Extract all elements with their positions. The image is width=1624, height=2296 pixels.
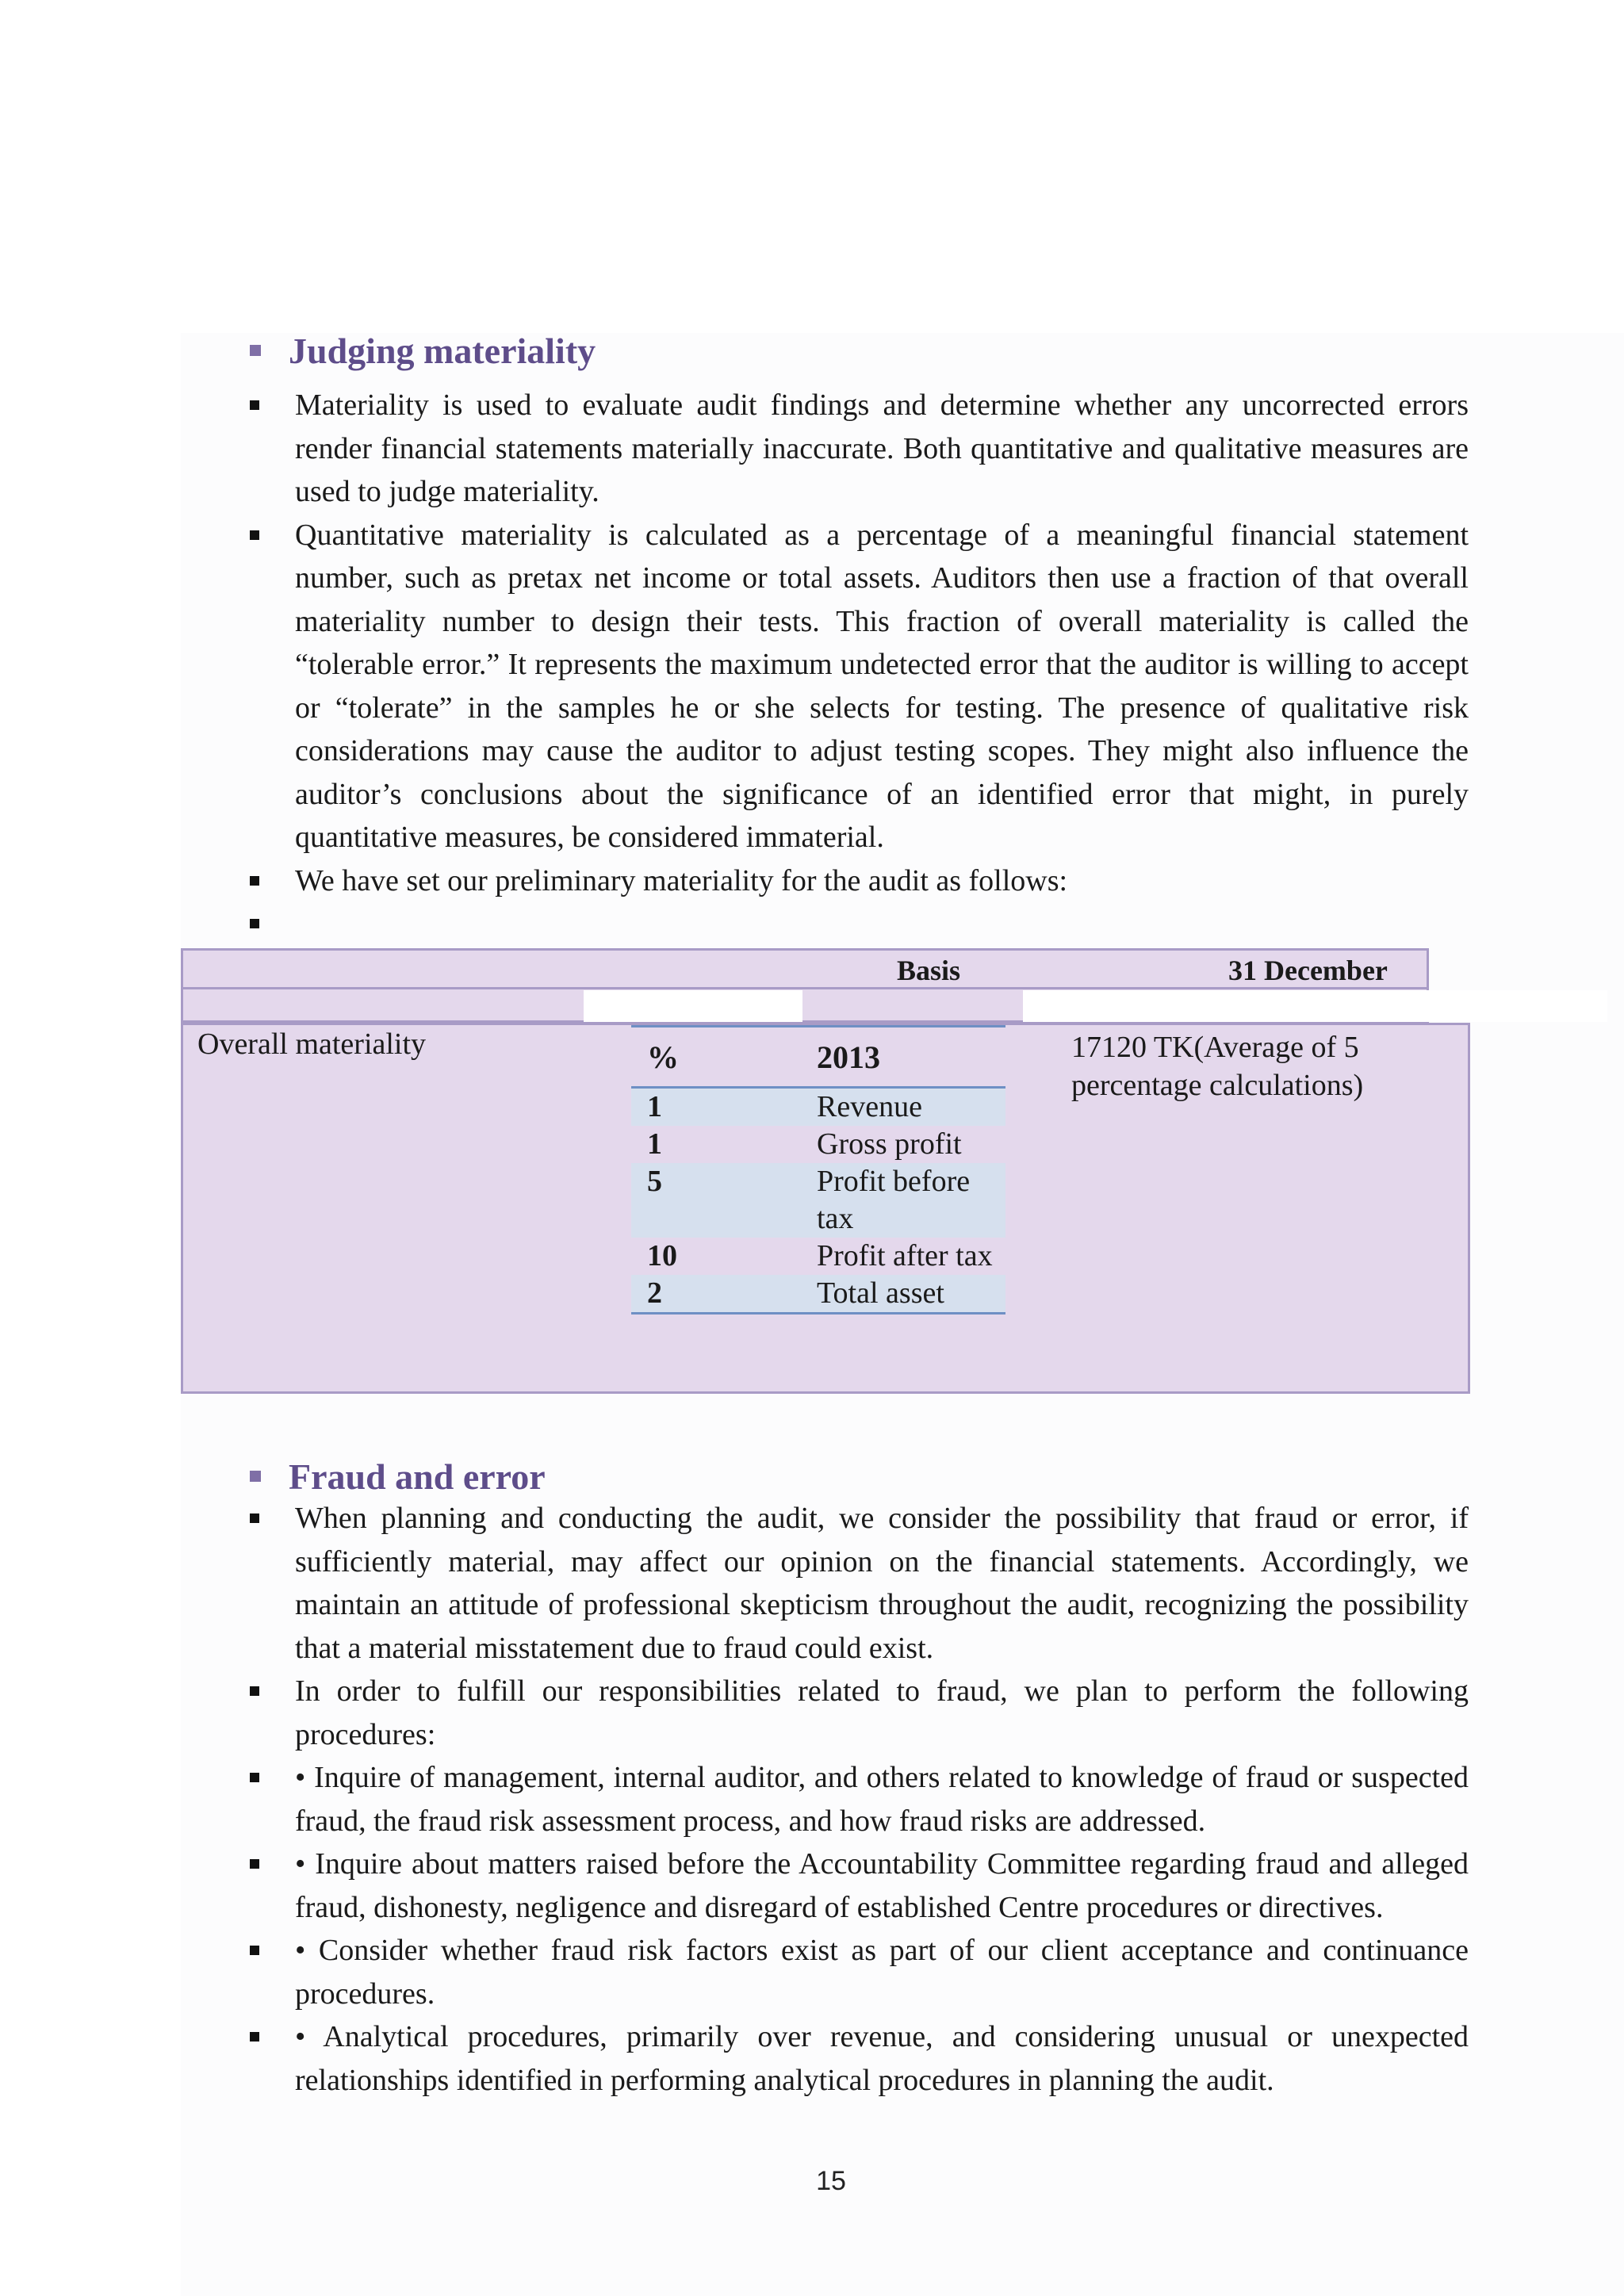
subtable-header — [631, 1025, 1005, 1089]
heading-text: Fraud and error — [289, 1456, 546, 1497]
page-number: 15 — [816, 2166, 846, 2196]
table-row: 5 Profit before tax — [631, 1163, 1005, 1238]
square-bullet-icon — [250, 1513, 259, 1523]
percentage-subtable — [631, 1025, 1005, 1314]
square-bullet-icon — [250, 1773, 259, 1782]
pct-header: % — [647, 1039, 679, 1075]
square-bullet-icon — [250, 345, 261, 356]
square-bullet-icon — [250, 2032, 259, 2042]
square-bullet-icon — [250, 1859, 259, 1869]
list-item: • Inquire of management, internal auditor, and others related to knowledge of fraud or suspected fraud, the fraud risk assessment process, and how fraud risks are addressed. — [238, 1756, 1469, 1843]
square-bullet-icon — [250, 1471, 261, 1482]
blank-cell — [1023, 990, 1607, 1022]
square-bullet-icon — [250, 400, 259, 410]
list-item: • Consider whether fraud risk factors exist as part of our client acceptance and continuance procedures. — [238, 1929, 1469, 2015]
section-judging-materiality — [238, 325, 1469, 945]
header-basis: Basis — [897, 955, 961, 986]
table-row: 1 Gross profit — [647, 1127, 962, 1161]
materiality-table-body — [181, 1023, 1470, 1394]
table-row: 1 Revenue — [631, 1089, 1005, 1126]
blank-cell — [584, 990, 802, 1022]
section-heading — [238, 1451, 1469, 1502]
square-bullet-icon — [250, 1686, 259, 1696]
square-bullet-icon — [250, 919, 259, 928]
list-item: When planning and conducting the audit, we consider the possibility that fraud or error, if sufficiently material, may affect our opinion on the financial statements. Accordingly, we maintain an attitude of professional skepticism throughout the audit, recognizing the possibility that a material misstatement due to fraud could exist. — [238, 1497, 1469, 1670]
square-bullet-icon — [250, 876, 259, 886]
table-row: 2 Total asset — [631, 1275, 1005, 1314]
bullet-list — [238, 1497, 1469, 2102]
list-item: Quantitative materiality is calculated as a percentage of a meaningful financial statement number, such as pretax net income or total assets. Auditors then use a fraction of that overall materiality number to design their tests. This fraction of overall materiality is called the “tolerable error.” It represents the maximum undetected error that the auditor is willing to accept or “tolerate” in the samples he or she selects for testing. The presence of qualitative risk considerations may cause the auditor to adjust testing scopes. They might also influence the auditor’s conclusions about the significance of an identified error that might, in purely quantitative measures, be considered immaterial. — [238, 514, 1469, 859]
list-item: Materiality is used to evaluate audit findings and determine whether any uncorrected errors render financial statements materially inaccurate. Both quantitative and qualitative measures are used to judge materiality. — [238, 384, 1469, 514]
list-item: In order to fulfill our responsibilities related to fraud, we plan to perform the following procedures: — [238, 1670, 1469, 1756]
header-date: 31 December — [1228, 955, 1388, 986]
section-heading — [238, 325, 1469, 376]
materiality-result: 17120 TK(Average of 5 percentage calculations) — [1071, 1031, 1364, 1102]
list-item: • Inquire about matters raised before the Accountability Committee regarding fraud and alleged fraud, dishonesty, negligence and disregard of established Centre procedures or directives. — [238, 1843, 1469, 1929]
table-row: 10 Profit after tax — [647, 1239, 993, 1272]
row-divider — [183, 987, 1427, 989]
square-bullet-icon — [250, 1946, 259, 1955]
row-label: Overall materiality — [197, 1027, 427, 1061]
year-header: 2013 — [817, 1039, 880, 1075]
square-bullet-icon — [250, 530, 259, 540]
heading-text: Judging materiality — [289, 330, 596, 371]
list-item: • Analytical procedures, primarily over revenue, and considering unusual or unexpected relationships identified in performing analytical procedures in planning the audit. — [238, 2015, 1469, 2102]
materiality-table-header — [181, 948, 1429, 1023]
bullet-list — [238, 384, 1469, 945]
section-fraud-and-error — [238, 1451, 1469, 2102]
list-item-empty — [238, 902, 1469, 945]
list-item: We have set our preliminary materiality for the audit as follows: — [238, 859, 1469, 903]
